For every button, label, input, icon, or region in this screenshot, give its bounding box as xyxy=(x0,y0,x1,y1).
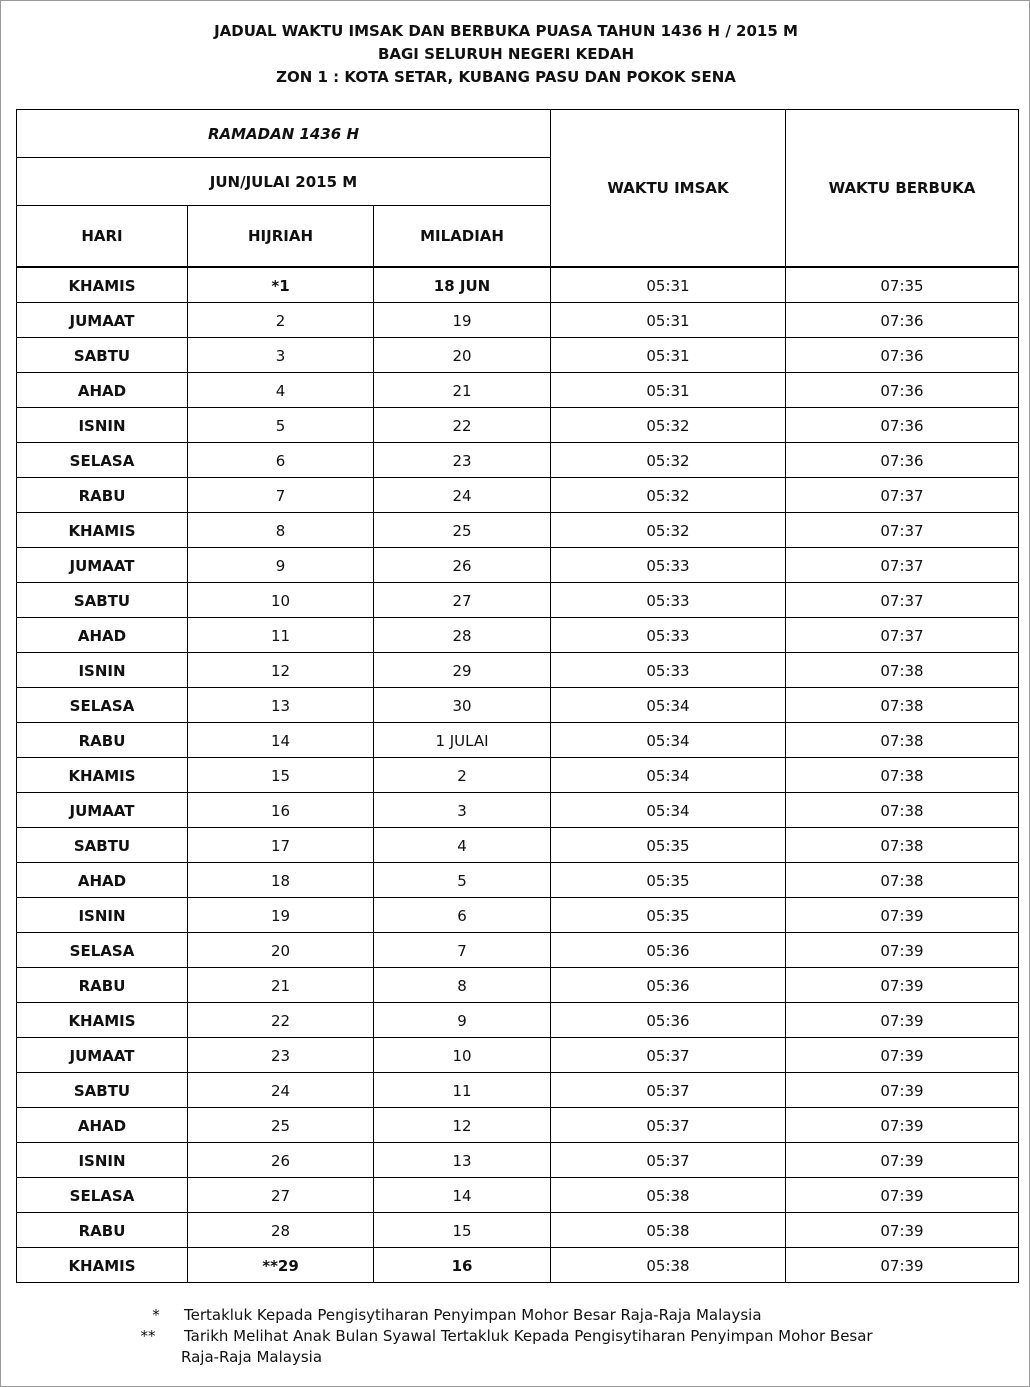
table-row xyxy=(17,267,1019,303)
document-subtitle: BAGI SELURUH NEGERI KEDAH xyxy=(377,45,635,63)
table-row xyxy=(17,1003,1019,1038)
cell-imsak: 05:31 xyxy=(551,338,786,373)
cell-berbuka: 07:37 xyxy=(786,618,1019,653)
hari-header: HARI xyxy=(17,206,188,268)
cell-berbuka: 07:39 xyxy=(786,1213,1019,1248)
cell-hari: SABTU xyxy=(17,583,188,618)
cell-berbuka: 07:39 xyxy=(786,1073,1019,1108)
cell-miladiah: 29 xyxy=(374,653,551,688)
cell-imsak: 05:35 xyxy=(551,828,786,863)
cell-hari: SELASA xyxy=(17,1178,188,1213)
cell-miladiah: 23 xyxy=(374,443,551,478)
cell-miladiah: 7 xyxy=(374,933,551,968)
footnote-2-text: Tarikh Melihat Anak Bulan Syawal Tertakluk Kepada Pengisytiharan Penyimpan Mohor Besar xyxy=(184,1327,873,1345)
cell-hari: RABU xyxy=(17,1213,188,1248)
cell-hijriah: **29 xyxy=(188,1248,374,1283)
cell-hari: SABTU xyxy=(17,338,188,373)
cell-miladiah: 2 xyxy=(374,758,551,793)
cell-imsak: 05:35 xyxy=(551,898,786,933)
table-row xyxy=(17,1038,1019,1073)
table-row xyxy=(17,513,1019,548)
cell-miladiah: 25 xyxy=(374,513,551,548)
cell-imsak: 05:34 xyxy=(551,688,786,723)
cell-miladiah: 9 xyxy=(374,1003,551,1038)
cell-hijriah: 20 xyxy=(188,933,374,968)
cell-imsak: 05:36 xyxy=(551,1003,786,1038)
cell-hijriah: 21 xyxy=(188,968,374,1003)
cell-berbuka: 07:38 xyxy=(786,653,1019,688)
cell-berbuka: 07:35 xyxy=(786,267,1019,303)
cell-berbuka: 07:38 xyxy=(786,688,1019,723)
cell-berbuka: 07:39 xyxy=(786,1108,1019,1143)
cell-hari: RABU xyxy=(17,478,188,513)
cell-imsak: 05:35 xyxy=(551,863,786,898)
cell-miladiah: 10 xyxy=(374,1038,551,1073)
cell-imsak: 05:31 xyxy=(551,267,786,303)
cell-hari: KHAMIS xyxy=(17,1003,188,1038)
berbuka-header: WAKTU BERBUKA xyxy=(786,110,1019,268)
table-row xyxy=(17,723,1019,758)
cell-hijriah: 19 xyxy=(188,898,374,933)
cell-hari: SELASA xyxy=(17,688,188,723)
footnote-1-marker: * xyxy=(152,1306,160,1324)
document-title: JADUAL WAKTU IMSAK DAN BERBUKA PUASA TAHUN 1436 H / 2015 M xyxy=(214,22,798,40)
header-row-ramadan xyxy=(17,110,1019,158)
cell-imsak: 05:32 xyxy=(551,513,786,548)
cell-miladiah: 28 xyxy=(374,618,551,653)
cell-hari: SELASA xyxy=(17,443,188,478)
cell-imsak: 05:32 xyxy=(551,478,786,513)
cell-hijriah: 28 xyxy=(188,1213,374,1248)
table-row xyxy=(17,338,1019,373)
cell-hijriah: 15 xyxy=(188,758,374,793)
cell-miladiah: 11 xyxy=(374,1073,551,1108)
cell-hari: SABTU xyxy=(17,1073,188,1108)
footnote-2-text-continued: Raja-Raja Malaysia xyxy=(181,1348,323,1366)
table-row xyxy=(17,898,1019,933)
table-row xyxy=(17,828,1019,863)
table-row xyxy=(17,863,1019,898)
footnote-1 xyxy=(1,1305,1011,1326)
cell-hijriah: 3 xyxy=(188,338,374,373)
table-row xyxy=(17,1143,1019,1178)
cell-berbuka: 07:37 xyxy=(786,548,1019,583)
cell-berbuka: 07:39 xyxy=(786,1003,1019,1038)
table-row xyxy=(17,758,1019,793)
cell-berbuka: 07:37 xyxy=(786,478,1019,513)
footnote-2-continued xyxy=(1,1347,1011,1368)
cell-hijriah: 13 xyxy=(188,688,374,723)
cell-miladiah: 16 xyxy=(374,1248,551,1283)
cell-imsak: 05:36 xyxy=(551,968,786,1003)
cell-miladiah: 18 JUN xyxy=(374,267,551,303)
cell-hari: KHAMIS xyxy=(17,1248,188,1283)
cell-hari: AHAD xyxy=(17,618,188,653)
cell-hijriah: *1 xyxy=(188,267,374,303)
cell-hijriah: 5 xyxy=(188,408,374,443)
cell-hijriah: 12 xyxy=(188,653,374,688)
cell-berbuka: 07:38 xyxy=(786,863,1019,898)
cell-berbuka: 07:39 xyxy=(786,1248,1019,1283)
cell-berbuka: 07:36 xyxy=(786,303,1019,338)
cell-miladiah: 21 xyxy=(374,373,551,408)
cell-imsak: 05:34 xyxy=(551,758,786,793)
cell-hari: RABU xyxy=(17,723,188,758)
table-row xyxy=(17,1248,1019,1283)
cell-hijriah: 23 xyxy=(188,1038,374,1073)
table-row xyxy=(17,618,1019,653)
cell-berbuka: 07:38 xyxy=(786,758,1019,793)
table-row xyxy=(17,1108,1019,1143)
cell-miladiah: 4 xyxy=(374,828,551,863)
cell-hari: KHAMIS xyxy=(17,758,188,793)
schedule-body xyxy=(17,267,1019,1283)
cell-imsak: 05:33 xyxy=(551,583,786,618)
cell-imsak: 05:37 xyxy=(551,1038,786,1073)
cell-hari: JUMAAT xyxy=(17,793,188,828)
cell-hijriah: 14 xyxy=(188,723,374,758)
cell-hari: KHAMIS xyxy=(17,513,188,548)
cell-imsak: 05:34 xyxy=(551,723,786,758)
cell-berbuka: 07:37 xyxy=(786,583,1019,618)
table-row xyxy=(17,1213,1019,1248)
cell-berbuka: 07:36 xyxy=(786,373,1019,408)
table-row xyxy=(17,478,1019,513)
cell-hijriah: 6 xyxy=(188,443,374,478)
footnote-2 xyxy=(1,1326,1011,1347)
cell-miladiah: 26 xyxy=(374,548,551,583)
cell-miladiah: 12 xyxy=(374,1108,551,1143)
cell-imsak: 05:34 xyxy=(551,793,786,828)
cell-imsak: 05:38 xyxy=(551,1248,786,1283)
cell-miladiah: 14 xyxy=(374,1178,551,1213)
cell-hijriah: 10 xyxy=(188,583,374,618)
cell-hari: AHAD xyxy=(17,1108,188,1143)
cell-imsak: 05:32 xyxy=(551,408,786,443)
cell-hari: AHAD xyxy=(17,373,188,408)
cell-miladiah: 5 xyxy=(374,863,551,898)
month-header: JUN/JULAI 2015 M xyxy=(17,158,551,206)
cell-hijriah: 8 xyxy=(188,513,374,548)
cell-imsak: 05:31 xyxy=(551,373,786,408)
cell-hari: ISNIN xyxy=(17,653,188,688)
cell-hijriah: 11 xyxy=(188,618,374,653)
cell-berbuka: 07:39 xyxy=(786,1038,1019,1073)
ramadan-header: RAMADAN 1436 H xyxy=(17,110,551,158)
cell-hari: AHAD xyxy=(17,863,188,898)
table-row xyxy=(17,653,1019,688)
cell-hari: JUMAAT xyxy=(17,548,188,583)
table-row xyxy=(17,933,1019,968)
cell-hari: SELASA xyxy=(17,933,188,968)
schedule-table xyxy=(16,109,1019,1283)
cell-berbuka: 07:38 xyxy=(786,723,1019,758)
cell-hijriah: 2 xyxy=(188,303,374,338)
cell-hijriah: 24 xyxy=(188,1073,374,1108)
cell-hari: JUMAAT xyxy=(17,1038,188,1073)
table-row xyxy=(17,548,1019,583)
cell-berbuka: 07:38 xyxy=(786,828,1019,863)
cell-miladiah: 6 xyxy=(374,898,551,933)
cell-hari: SABTU xyxy=(17,828,188,863)
table-row xyxy=(17,968,1019,1003)
cell-miladiah: 30 xyxy=(374,688,551,723)
cell-hijriah: 4 xyxy=(188,373,374,408)
cell-miladiah: 8 xyxy=(374,968,551,1003)
cell-berbuka: 07:37 xyxy=(786,513,1019,548)
cell-imsak: 05:37 xyxy=(551,1108,786,1143)
table-row xyxy=(17,583,1019,618)
cell-miladiah: 13 xyxy=(374,1143,551,1178)
cell-miladiah: 15 xyxy=(374,1213,551,1248)
cell-berbuka: 07:39 xyxy=(786,1178,1019,1213)
cell-berbuka: 07:39 xyxy=(786,898,1019,933)
table-row xyxy=(17,373,1019,408)
cell-hijriah: 9 xyxy=(188,548,374,583)
cell-hari: KHAMIS xyxy=(17,267,188,303)
cell-hijriah: 27 xyxy=(188,1178,374,1213)
table-row xyxy=(17,793,1019,828)
miladiah-header: MILADIAH xyxy=(374,206,551,268)
cell-berbuka: 07:39 xyxy=(786,968,1019,1003)
cell-hijriah: 18 xyxy=(188,863,374,898)
cell-berbuka: 07:39 xyxy=(786,1143,1019,1178)
cell-imsak: 05:37 xyxy=(551,1143,786,1178)
cell-hijriah: 17 xyxy=(188,828,374,863)
cell-berbuka: 07:39 xyxy=(786,933,1019,968)
cell-miladiah: 24 xyxy=(374,478,551,513)
cell-miladiah: 19 xyxy=(374,303,551,338)
cell-imsak: 05:33 xyxy=(551,618,786,653)
footnote-2-marker: ** xyxy=(140,1327,156,1345)
table-row xyxy=(17,303,1019,338)
cell-hari: ISNIN xyxy=(17,408,188,443)
cell-hijriah: 22 xyxy=(188,1003,374,1038)
cell-hari: ISNIN xyxy=(17,1143,188,1178)
cell-imsak: 05:33 xyxy=(551,653,786,688)
imsak-header: WAKTU IMSAK xyxy=(551,110,786,268)
document-zone: ZON 1 : KOTA SETAR, KUBANG PASU DAN POKOK SENA xyxy=(276,68,736,86)
table-row xyxy=(17,1178,1019,1213)
cell-imsak: 05:37 xyxy=(551,1073,786,1108)
table-row xyxy=(17,1073,1019,1108)
cell-berbuka: 07:36 xyxy=(786,338,1019,373)
table-row xyxy=(17,688,1019,723)
footnote-1-text: Tertakluk Kepada Pengisytiharan Penyimpan Mohor Besar Raja-Raja Malaysia xyxy=(184,1306,762,1324)
cell-hijriah: 26 xyxy=(188,1143,374,1178)
hijriah-header: HIJRIAH xyxy=(188,206,374,268)
cell-imsak: 05:36 xyxy=(551,933,786,968)
cell-berbuka: 07:38 xyxy=(786,793,1019,828)
cell-miladiah: 22 xyxy=(374,408,551,443)
cell-imsak: 05:33 xyxy=(551,548,786,583)
cell-imsak: 05:38 xyxy=(551,1178,786,1213)
cell-hijriah: 7 xyxy=(188,478,374,513)
cell-hari: RABU xyxy=(17,968,188,1003)
table-row xyxy=(17,408,1019,443)
cell-miladiah: 3 xyxy=(374,793,551,828)
cell-miladiah: 27 xyxy=(374,583,551,618)
cell-imsak: 05:32 xyxy=(551,443,786,478)
cell-miladiah: 20 xyxy=(374,338,551,373)
cell-hijriah: 25 xyxy=(188,1108,374,1143)
cell-imsak: 05:38 xyxy=(551,1213,786,1248)
table-row xyxy=(17,443,1019,478)
cell-berbuka: 07:36 xyxy=(786,408,1019,443)
cell-imsak: 05:31 xyxy=(551,303,786,338)
cell-miladiah: 1 JULAI xyxy=(374,723,551,758)
cell-hijriah: 16 xyxy=(188,793,374,828)
cell-hari: JUMAAT xyxy=(17,303,188,338)
footnotes xyxy=(1,1305,1011,1368)
cell-berbuka: 07:36 xyxy=(786,443,1019,478)
cell-hari: ISNIN xyxy=(17,898,188,933)
